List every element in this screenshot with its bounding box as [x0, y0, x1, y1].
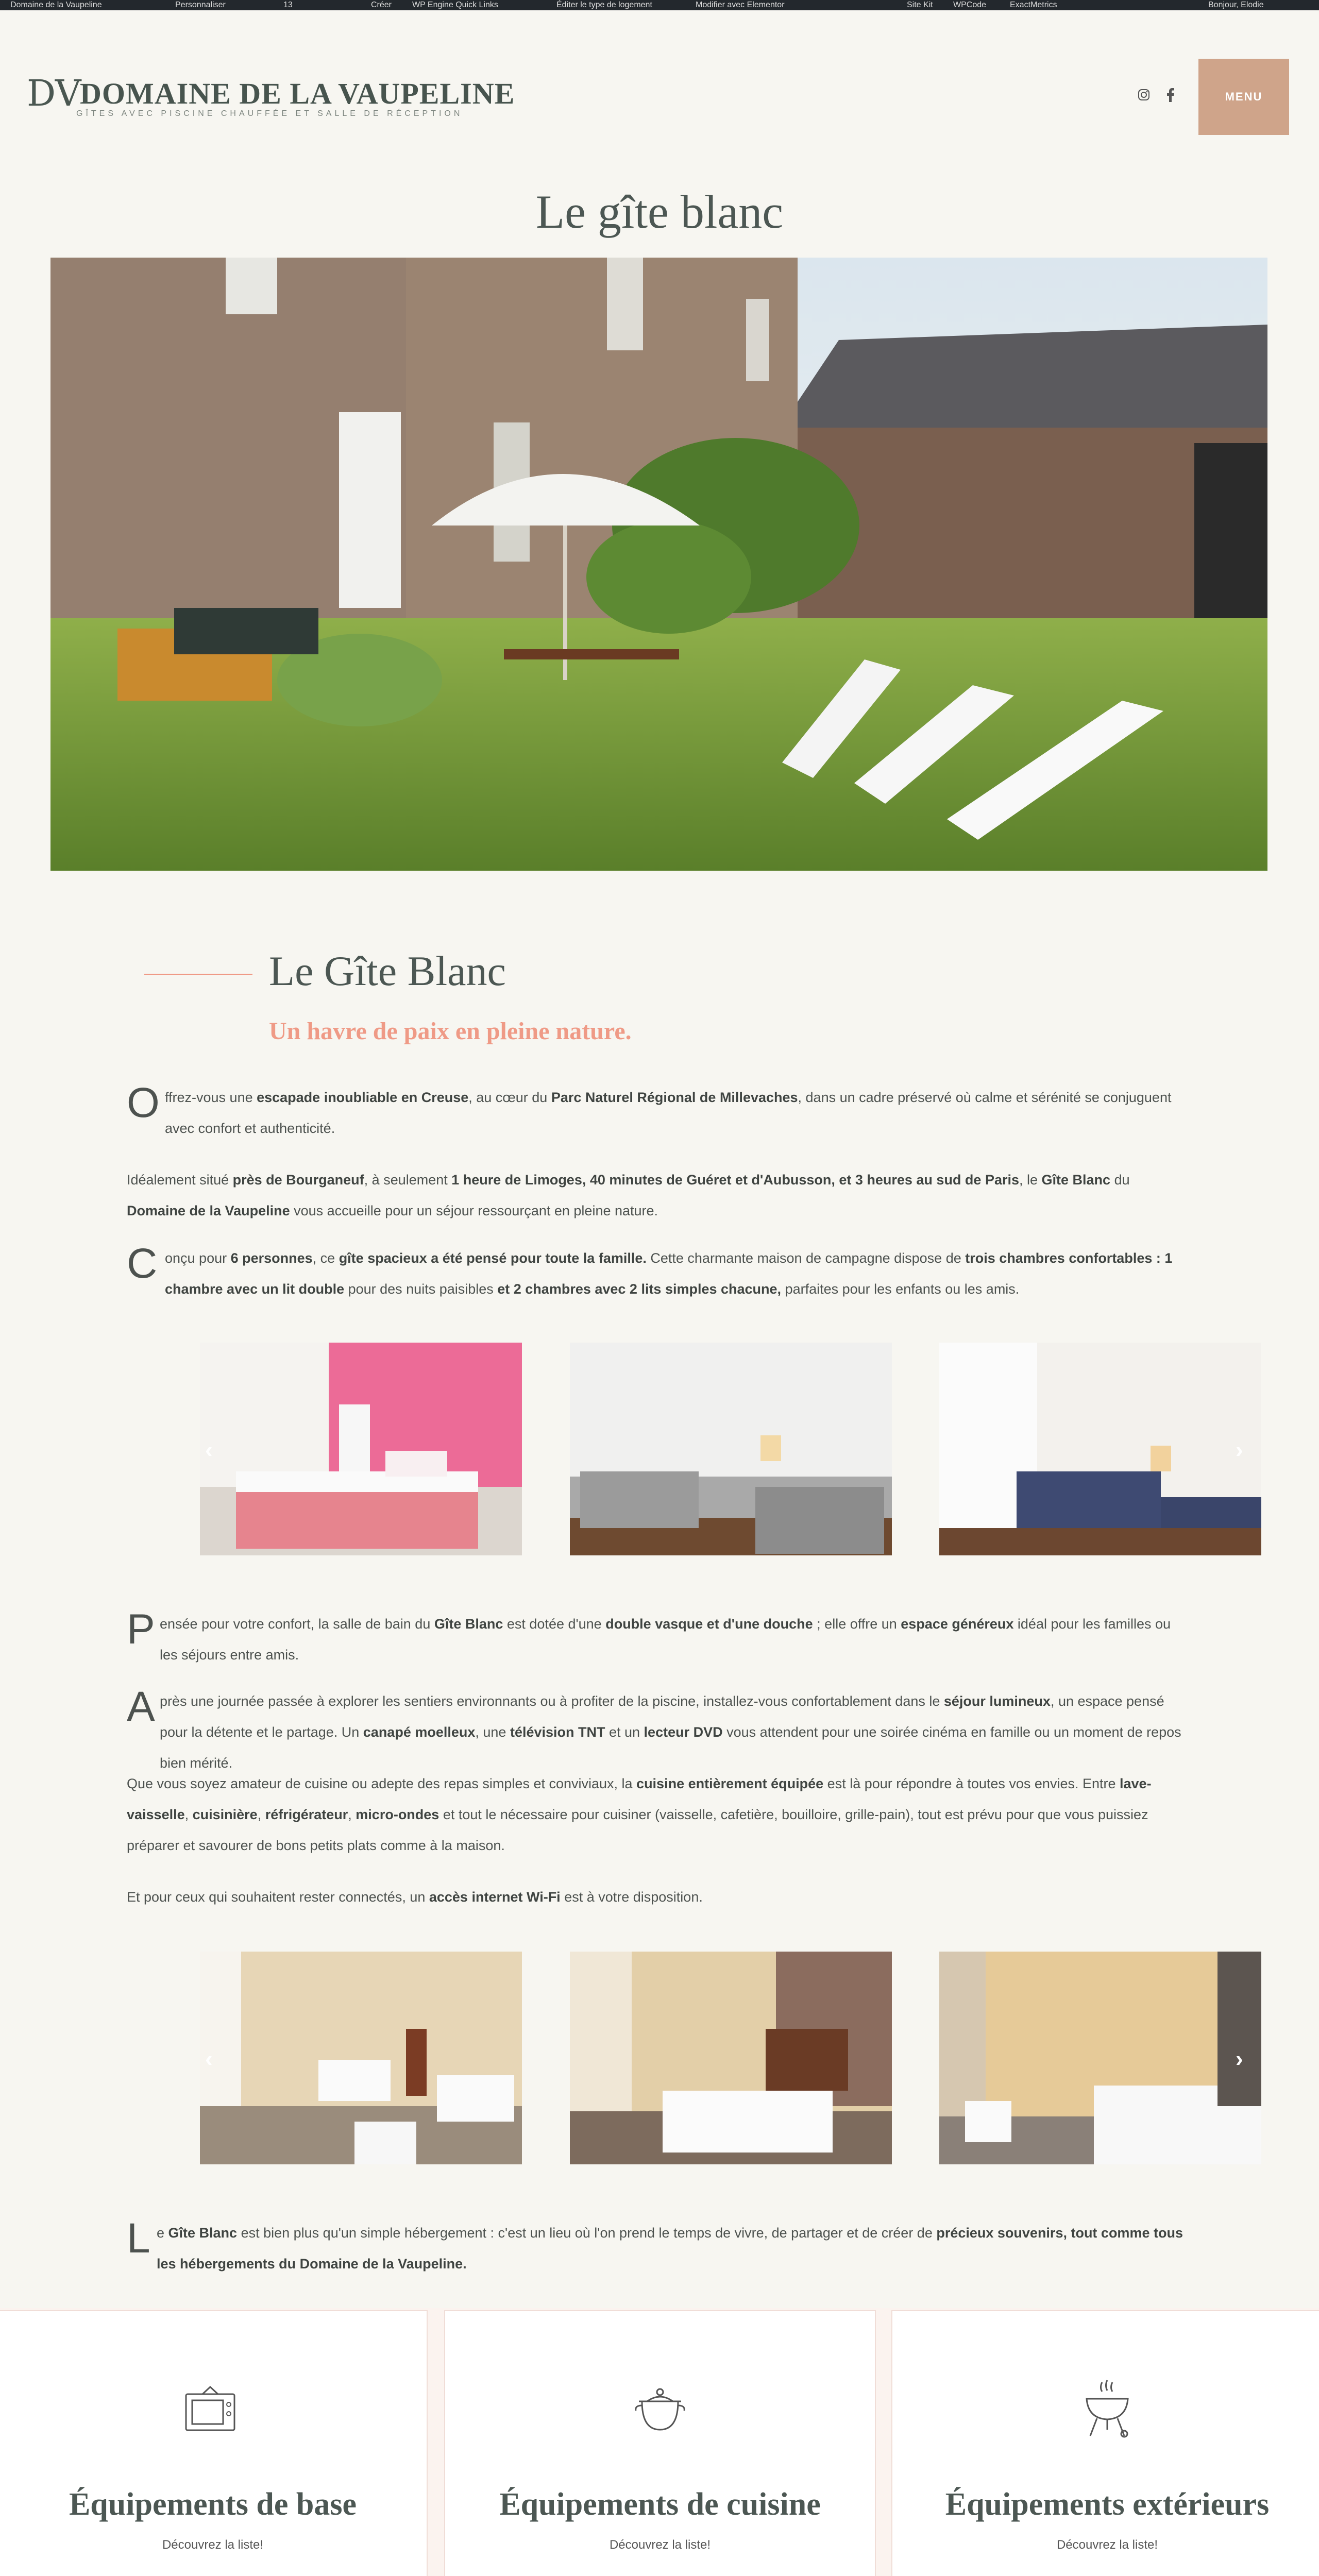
adminbar-elementor[interactable]: Modifier avec Elementor [696, 1, 785, 9]
paragraph-capacity: onçu pour 6 personnes, ce gîte spacieux a été pensé pour toute la famille. Cette charmante maison de campagne dispose de trois chambres confortables : 1 chambre avec un lit double pour des nuits paisibles et 2 chambres avec 2 lits simples chacune, parfaites pour les enfants ou les amis. [165, 1250, 1173, 1297]
gallery-next-arrow[interactable]: › [1236, 2046, 1243, 2072]
dropcap-a: A [127, 1683, 155, 1730]
pot-icon [632, 2381, 688, 2437]
paragraph-intro: ffrez-vous une escapade inoubliable en Creuse, au cœur du Parc Naturel Régional de Millevaches, dans un cadre préservé où calme et sérénité se conjuguent avec confort et authenticité. [165, 1090, 1172, 1136]
card-title: Équipements de cuisine [499, 2487, 821, 2522]
dropcap-o: O [127, 1079, 160, 1126]
site-title[interactable]: DOMAINE DE LA VAUPELINE [80, 77, 515, 110]
card-equipements-cuisine[interactable] [444, 2310, 876, 2576]
gallery-image-blue-bedroom[interactable] [939, 1343, 1261, 1555]
paragraph-wifi: Et pour ceux qui souhaitent rester connectés, un accès internet Wi-Fi est à votre disposition. [127, 1889, 703, 1905]
dropcap-p: P [127, 1606, 155, 1653]
gallery-prev-arrow[interactable]: ‹ [205, 2046, 213, 2072]
bbq-icon [1079, 2378, 1136, 2440]
gallery-image-pink-bedroom[interactable] [200, 1343, 522, 1555]
section-title: Le Gîte Blanc [269, 947, 506, 994]
paragraph-kitchen: Que vous soyez amateur de cuisine ou adepte des repas simples et conviviaux, la cuisine entièrement équipée est là pour répondre à toutes vos envies. Entre lave-vaisselle, cuisinière, réfrigérateur, micro-ondes et tout le nécessaire pour cuisiner (vaisselle, cafetière, bouilloire, grille-pain), tout est prévu pour que vous puissiez préparer et savourer de bons petits plats comme à la maison. [127, 1776, 1152, 1853]
tagline: Un havre de paix en pleine nature. [269, 1018, 632, 1045]
gallery-next-arrow[interactable]: › [1236, 1437, 1243, 1463]
card-title: Équipements extérieurs [945, 2487, 1270, 2522]
menu-button[interactable]: MENU [1198, 59, 1289, 135]
hero-image [50, 258, 1267, 871]
instagram-icon[interactable] [1138, 89, 1150, 101]
card-equipements-base[interactable] [0, 2310, 428, 2576]
tv-icon [182, 2381, 239, 2437]
paragraph-bathroom: ensée pour votre confort, la salle de bain du Gîte Blanc est dotée d'une double vasque et d'une douche ; elle offre un espace généreux idéal pour les familles ou les séjours entre amis. [160, 1616, 1171, 1663]
facebook-icon[interactable] [1165, 88, 1175, 102]
card-equipements-exterieurs[interactable] [891, 2310, 1319, 2576]
adminbar-sitekit[interactable]: Site Kit [907, 1, 933, 9]
paragraph-living-room: près une journée passée à explorer les sentiers environnants ou à profiter de la piscine, installez-vous confortablement dans le séjour lumineux, un espace pensé pour la détente et le partage. Un canapé moelleux, une télévision TNT et un lecteur DVD vous attendent pour une soirée cinéma en famille ou un moment de repos bien mérité. [160, 1693, 1181, 1771]
logo-mark[interactable]: DV [27, 72, 81, 114]
card-title: Équipements de base [69, 2487, 357, 2522]
page-title: Le gîte blanc [535, 185, 784, 238]
dropcap-c: C [127, 1240, 158, 1287]
site-subtitle: GÎTES AVEC PISCINE CHAUFFÉE ET SALLE DE RÉCEPTION [76, 109, 463, 118]
admin-bar [0, 0, 1319, 10]
card-link[interactable]: Découvrez la liste! [162, 2538, 264, 2552]
dropcap-l: L [127, 2215, 150, 2262]
gallery-image-living-room[interactable] [200, 1952, 522, 2164]
adminbar-customize[interactable]: Personnaliser [175, 1, 226, 9]
adminbar-wpcode[interactable]: WPCode [953, 1, 987, 9]
adminbar-greeting[interactable]: Bonjour, Elodie [1208, 1, 1264, 9]
adminbar-edit-type[interactable]: Éditer le type de logement [556, 1, 652, 9]
card-link[interactable]: Découvrez la liste! [1056, 2538, 1158, 2552]
adminbar-new[interactable]: Créer [371, 1, 392, 9]
paragraph-location: Idéalement situé près de Bourganeuf, à seulement 1 heure de Limoges, 40 minutes de Guéret et d'Aubusson, et 3 heures au sud de Paris, le Gîte Blanc du Domaine de la Vaupeline vous accueille pour un séjour ressourçant en pleine nature. [127, 1172, 1130, 1218]
bedroom-gallery [50, 1341, 1267, 1557]
living-gallery [50, 1950, 1267, 2166]
title-divider [144, 974, 252, 975]
gallery-prev-arrow[interactable]: ‹ [205, 1437, 213, 1463]
adminbar-site[interactable]: Domaine de la Vaupeline [10, 1, 102, 9]
gallery-image-grey-bedroom[interactable] [570, 1343, 892, 1555]
gallery-image-dining-room[interactable] [570, 1952, 892, 2164]
card-link[interactable]: Découvrez la liste! [609, 2538, 711, 2552]
adminbar-comments[interactable]: 13 [283, 1, 293, 9]
adminbar-exactmetrics[interactable]: ExactMetrics [1010, 1, 1057, 9]
adminbar-quick-links[interactable]: WP Engine Quick Links [412, 1, 498, 9]
paragraph-closing: e Gîte Blanc est bien plus qu'un simple hébergement : c'est un lieu où l'on prend le temps de vivre, de partager et de créer de précieux souvenirs, tout comme tous les hébergements du Domaine de la Vaupeline. [157, 2225, 1183, 2272]
gallery-image-dining-room-2[interactable] [939, 1952, 1261, 2164]
